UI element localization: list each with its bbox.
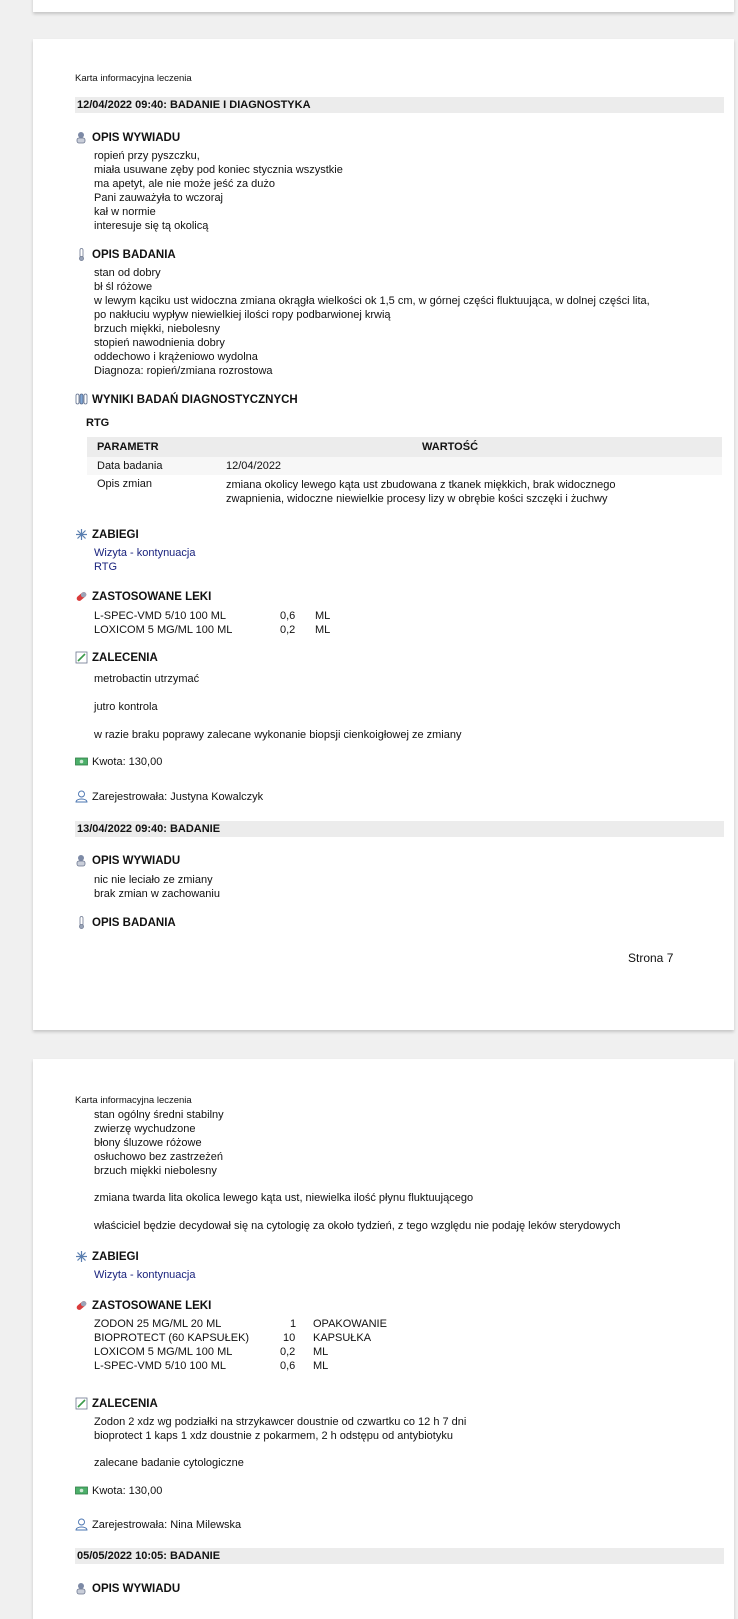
- zalecenia-line: w razie braku poprawy zalecane wykonanie biopsji cienkoigłowej ze zmiany: [94, 729, 462, 741]
- interview-icon: [75, 1582, 88, 1595]
- kwota-text: Kwota: 130,00: [92, 1484, 163, 1497]
- section-opis-wywiadu: [75, 854, 180, 867]
- table-row: [87, 475, 722, 507]
- zalecenia-line: jutro kontrola: [94, 701, 158, 713]
- table-row: [87, 457, 722, 475]
- cell-value: 12/04/2022: [226, 460, 282, 472]
- text-line: stopień nawodnienia dobry: [94, 337, 225, 349]
- zabiegi-list: [94, 1268, 195, 1282]
- drug-name: BIOPROTECT (60 KAPSUŁEK): [94, 1332, 250, 1344]
- procedure-icon: [75, 1250, 88, 1263]
- badanie-text: [94, 266, 650, 378]
- section-title: ZASTOSOWANE LEKI: [92, 1299, 212, 1312]
- drug-qty: 1: [290, 1318, 297, 1330]
- text-line: nic nie leciało ze zmiany: [94, 874, 213, 886]
- text-line: zwierzę wychudzone: [94, 1123, 196, 1135]
- test-tubes-icon: [75, 393, 88, 406]
- section-zabiegi: [75, 528, 139, 541]
- text-line: brzuch miękki niebolesny: [94, 1165, 217, 1177]
- text-line: osłuchowo bez zastrzeżeń: [94, 1151, 224, 1163]
- wywiad-text: [94, 149, 343, 233]
- text-line: Pani zauważyła to wczoraj: [94, 192, 224, 204]
- visit-header: 13/04/2022 09:40: BADANIE: [75, 821, 724, 837]
- section-zastosowane-leki: [75, 590, 211, 603]
- registered-by-text: Zarejestrowała: Nina Milewska: [92, 1518, 242, 1531]
- drug-unit: ML: [313, 1360, 329, 1372]
- document-title: Karta informacyjna leczenia: [75, 1095, 192, 1106]
- procedure-icon: [75, 528, 88, 541]
- text-line: brak zmian w zachowaniu: [94, 888, 220, 900]
- drug-name: L-SPEC-VMD 5/10 100 ML: [94, 1360, 227, 1372]
- kwota-line: [75, 1484, 162, 1497]
- text-line: błony śluzowe różowe: [94, 1137, 202, 1149]
- section-title: OPIS WYWIADU: [92, 131, 181, 144]
- badanie-line: zmiana twarda lita okolica lewego kąta ust, niewielka ilość płynu fluktuującego: [94, 1192, 474, 1204]
- section-title: OPIS WYWIADU: [92, 1582, 181, 1595]
- kwota-text: Kwota: 130,00: [92, 755, 163, 768]
- cell-param: Opis zmian: [97, 478, 153, 490]
- registered-by-text: Zarejestrowała: Justyna Kowalczyk: [92, 790, 264, 803]
- column-header-wartosc: WARTOŚĆ: [422, 441, 479, 453]
- page-number: Strona 7: [628, 951, 674, 965]
- wyniki-subtitle: RTG: [86, 417, 110, 429]
- registered-by: [75, 790, 263, 803]
- text-line: brzuch miękki, niebolesny: [94, 323, 220, 335]
- drug-qty: 10: [283, 1332, 296, 1344]
- zabieg-item: Wizyta - kontynuacja: [94, 1269, 196, 1281]
- drug-unit: KAPSUŁKA: [313, 1332, 372, 1344]
- section-title: ZASTOSOWANE LEKI: [92, 590, 212, 603]
- document-title: Karta informacyjna leczenia: [75, 73, 192, 84]
- text-line: stan od dobry: [94, 267, 161, 279]
- zabieg-item: Wizyta - kontynuacja: [94, 547, 196, 559]
- section-zabiegi: [75, 1250, 139, 1263]
- badanie-line: właściciel będzie decydował się na cytologię za około tydzień, z tego względu nie podaję leków sterydowych: [94, 1220, 621, 1232]
- drug-name: LOXICOM 5 MG/ML 100 ML: [94, 1346, 233, 1358]
- text-line: interesuje się tą okolicą: [94, 220, 209, 232]
- cell-value: [226, 478, 615, 506]
- wywiad-text: [94, 873, 220, 901]
- visit-header: 05/05/2022 10:05: BADANIE: [75, 1548, 724, 1564]
- text-line: bł śl różowe: [94, 281, 153, 293]
- document-page-7: [33, 39, 734, 1030]
- text-line: w lewym kąciku ust widoczna zmiana okrągła wielkości ok 1,5 cm, w górnej części fluktuująca, w dolnej części lita,: [94, 295, 650, 307]
- document-page-8: [33, 1059, 734, 1619]
- interview-icon: [75, 854, 88, 867]
- drug-name: L-SPEC-VMD 5/10 100 ML: [94, 610, 227, 622]
- pill-icon: [75, 590, 88, 603]
- section-title: ZABIEGI: [92, 1250, 139, 1263]
- zabiegi-list: [94, 546, 195, 574]
- cell-value-line: zmiana okolicy lewego kąta ust zbudowana z tkanek miękkich, brak widocznego: [226, 479, 616, 491]
- text-line: kał w normie: [94, 206, 156, 218]
- section-opis-wywiadu: [75, 131, 180, 144]
- text-line: miała usuwane zęby pod koniec stycznia wszystkie: [94, 164, 343, 176]
- money-icon: [75, 755, 88, 768]
- zalecenia-line: metrobactin utrzymać: [94, 673, 200, 685]
- section-title: OPIS BADANIA: [92, 916, 176, 929]
- zalecenia-line: zalecane badanie cytologiczne: [94, 1457, 244, 1469]
- user-icon: [75, 1518, 88, 1531]
- drug-unit: OPAKOWANIE: [313, 1318, 387, 1330]
- cell-param: Data badania: [97, 460, 163, 472]
- section-title: OPIS WYWIADU: [92, 854, 181, 867]
- money-icon: [75, 1484, 88, 1497]
- thermometer-icon: [75, 248, 88, 261]
- text-line: ma apetyt, ale nie może jeść za dużo: [94, 178, 275, 190]
- drug-unit: ML: [315, 610, 331, 622]
- section-zastosowane-leki: [75, 1299, 211, 1312]
- section-title: OPIS BADANIA: [92, 248, 176, 261]
- drug-name: LOXICOM 5 MG/ML 100 ML: [94, 624, 233, 636]
- results-table: [87, 437, 722, 507]
- section-zalecenia: [75, 651, 158, 664]
- section-title: ZALECENIA: [92, 1397, 158, 1410]
- section-opis-badania: [75, 248, 176, 261]
- section-opis-badania: [75, 916, 176, 929]
- drug-qty: 0,6: [280, 1360, 296, 1372]
- badanie-text: [94, 1108, 224, 1178]
- column-header-parametr: PARAMETR: [97, 441, 159, 453]
- table-header: [87, 437, 722, 457]
- drug-qty: 0,6: [280, 610, 296, 622]
- drug-qty: 0,2: [280, 1346, 296, 1358]
- cell-value-line: zwapnienia, widoczne niewielkie procesy lizy w obrębie kości szczęki i żuchwy: [226, 493, 608, 505]
- section-title: ZALECENIA: [92, 651, 158, 664]
- note-edit-icon: [75, 1397, 88, 1410]
- pill-icon: [75, 1299, 88, 1312]
- section-zalecenia: [75, 1397, 158, 1410]
- visit-header: 12/04/2022 09:40: BADANIE I DIAGNOSTYKA: [75, 97, 724, 113]
- text-line: oddechowo i krążeniowo wydolna: [94, 351, 258, 363]
- drug-unit: ML: [313, 1346, 329, 1358]
- user-icon: [75, 790, 88, 803]
- kwota-line: [75, 755, 162, 768]
- zabieg-item: RTG: [94, 561, 118, 573]
- text-line: ropień przy pyszczku,: [94, 150, 200, 162]
- text-line: stan ogólny średni stabilny: [94, 1109, 224, 1121]
- note-edit-icon: [75, 651, 88, 664]
- drug-unit: ML: [315, 624, 331, 636]
- drug-name: ZODON 25 MG/ML 20 ML: [94, 1318, 222, 1330]
- section-wyniki-badan: [75, 393, 298, 406]
- zalecenia-line: bioprotect 1 kaps 1 xdz doustnie z pokarmem, 2 h odstępu od antybiotyku: [94, 1430, 453, 1442]
- thermometer-icon: [75, 916, 88, 929]
- section-opis-wywiadu: [75, 1582, 180, 1595]
- text-line: Diagnoza: ropień/zmiana rozrostowa: [94, 365, 273, 377]
- previous-page-bottom: [33, 0, 734, 12]
- section-title: ZABIEGI: [92, 528, 139, 541]
- zalecenia-line: Zodon 2 xdz wg podziałki na strzykawcer doustnie od czwartku co 12 h 7 dni: [94, 1416, 467, 1428]
- section-title: WYNIKI BADAŃ DIAGNOSTYCZNYCH: [92, 393, 298, 406]
- text-line: po nakłuciu wypływ niewielkiej ilości ropy podbarwionej krwią: [94, 309, 391, 321]
- interview-icon: [75, 131, 88, 144]
- registered-by: [75, 1518, 241, 1531]
- drug-qty: 0,2: [280, 624, 296, 636]
